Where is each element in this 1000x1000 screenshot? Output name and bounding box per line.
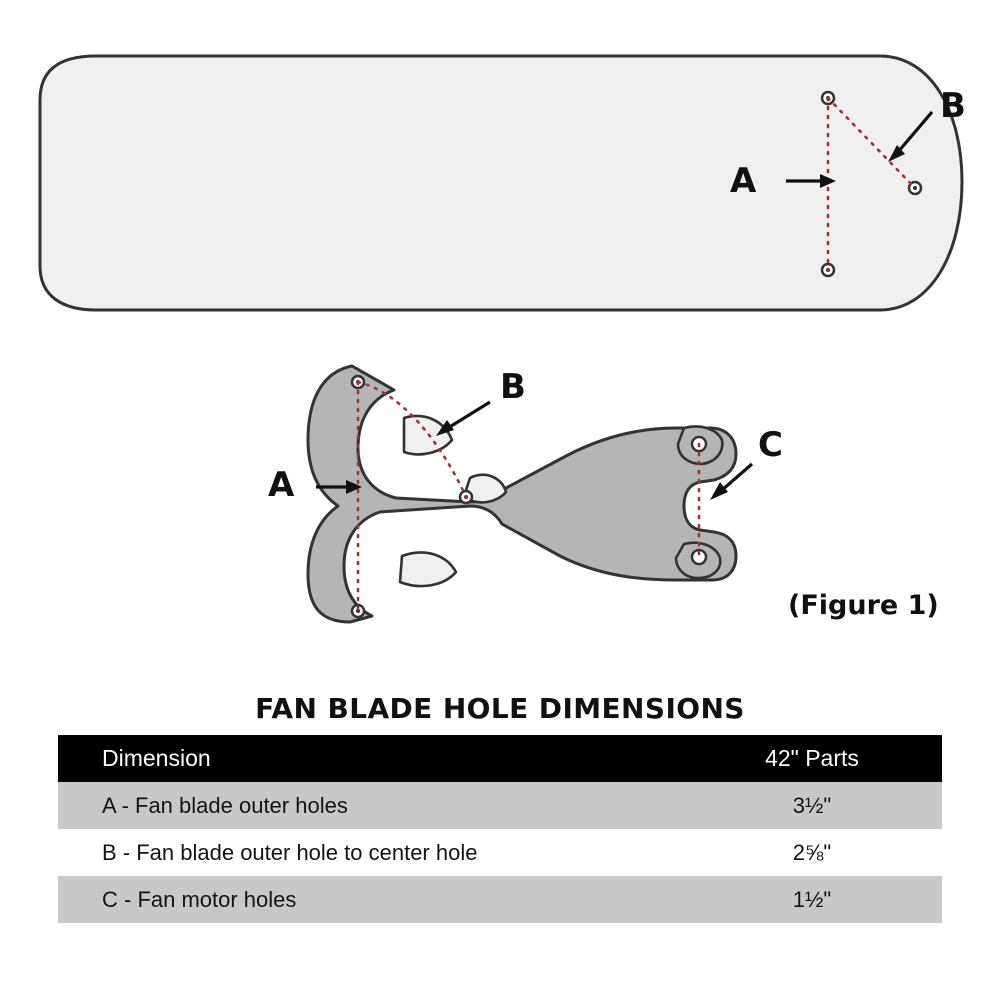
column-header-dimension: Dimension	[102, 745, 211, 771]
column-header-parts: 42" Parts	[765, 745, 859, 771]
fan-blade-hole-dimensions-table	[58, 735, 942, 923]
bracket-label-a: A	[268, 465, 295, 505]
table-row	[58, 782, 942, 829]
row-dimension-a-value: 3½"	[792, 792, 832, 818]
bracket-cutout-lower	[400, 553, 456, 587]
bracket-label-b: B	[500, 367, 527, 407]
bracket-label-c: C	[758, 425, 784, 465]
figure-caption: (Figure 1)	[788, 590, 939, 621]
blade-label-a: A	[730, 161, 757, 201]
table-row	[58, 829, 942, 876]
table-title: FAN BLADE HOLE DIMENSIONS	[255, 692, 745, 725]
blade-label-b: B	[940, 86, 967, 126]
table-row	[58, 876, 942, 923]
row-dimension-c-value: 1½"	[792, 886, 832, 912]
row-dimension-b-value: 2⅝"	[792, 839, 832, 865]
bracket-arrow-b	[436, 402, 490, 436]
table-header-row	[58, 735, 942, 782]
row-dimension-a-label: A - Fan blade outer holes	[102, 792, 348, 818]
row-dimension-b-label: B - Fan blade outer hole to center hole	[102, 839, 478, 865]
row-dimension-c-label: C - Fan motor holes	[102, 886, 297, 912]
